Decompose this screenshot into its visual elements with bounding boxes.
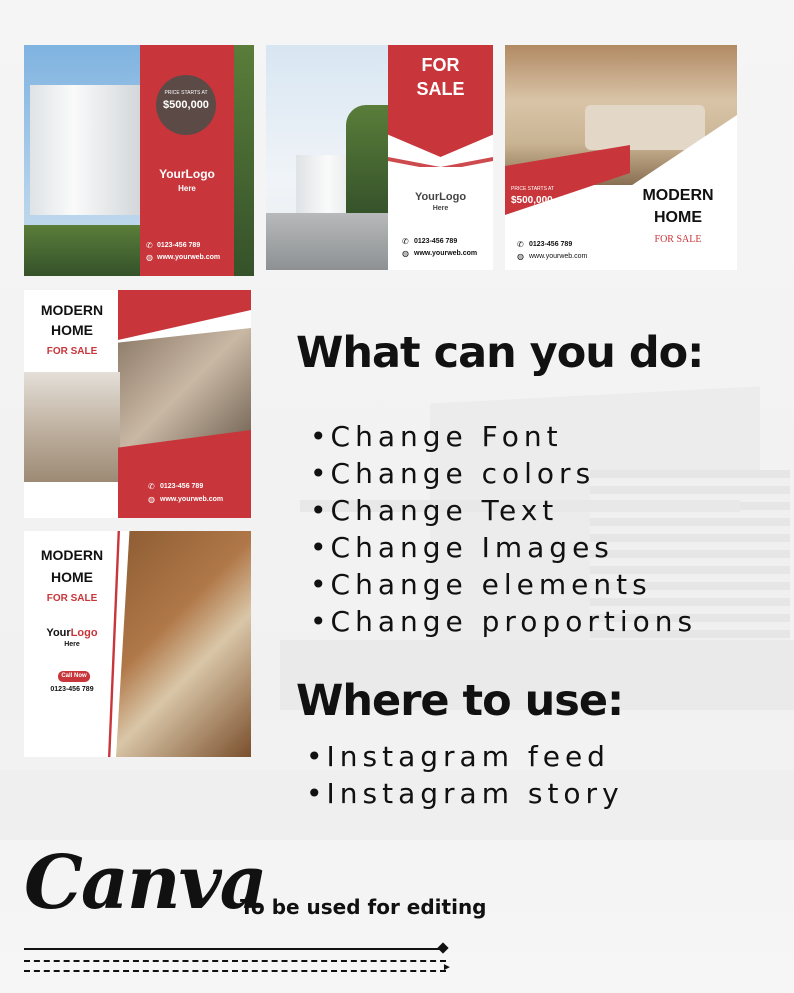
list-item: • Change elements — [310, 566, 697, 603]
call-now-button: Call Now — [58, 671, 90, 682]
title-line-1: MODERN — [40, 302, 104, 318]
website: www.yourweb.com — [414, 250, 478, 257]
list-item: • Instagram story — [306, 775, 624, 812]
where-to-use-heading: Where to use: — [296, 676, 624, 726]
price-label: PRICE STARTS AT — [511, 186, 555, 192]
website: www.yourweb.com — [157, 254, 221, 261]
use-list — [306, 738, 624, 812]
canva-logo: Canva — [24, 840, 266, 926]
banner-title-1: FOR — [421, 55, 460, 75]
globe-icon: ◍ — [517, 252, 524, 261]
title-line-1: MODERN — [642, 187, 714, 204]
price-label: PRICE STARTS AT — [164, 90, 208, 96]
list-item: • Change proportions — [310, 603, 697, 640]
globe-icon: ◍ — [148, 495, 155, 504]
title-line-1: MODERN — [40, 547, 104, 563]
phone-icon: ✆ — [148, 482, 155, 491]
what-can-you-do-heading: What can you do: — [296, 328, 704, 378]
divider-line — [24, 948, 442, 950]
template-card-1 — [24, 45, 254, 276]
template-card-2 — [266, 45, 493, 270]
logo-text: YourLogo — [46, 627, 98, 639]
template-card-5 — [24, 531, 251, 757]
website: www.yourweb.com — [160, 496, 224, 503]
logo-sub: Here — [64, 641, 80, 648]
template-card-3 — [505, 45, 737, 270]
dashed-divider — [24, 960, 446, 962]
phone-icon: ✆ — [402, 237, 409, 246]
title-line-2: HOME — [654, 209, 702, 226]
logo-text: YourLogo — [159, 167, 215, 181]
phone-number: 0123-456 789 — [50, 686, 94, 693]
arrow-icon: ► — [442, 962, 452, 973]
logo-sub: Here — [432, 205, 449, 212]
list-item: • Change Text — [310, 492, 697, 529]
list-item: • Change colors — [310, 455, 697, 492]
subtitle: FOR SALE — [46, 346, 98, 357]
list-item: • Change Font — [310, 418, 697, 455]
title-line-2: HOME — [51, 569, 93, 585]
website: www.yourweb.com — [529, 253, 588, 260]
banner-title-2: SALE — [416, 79, 465, 99]
list-item: • Instagram feed — [306, 738, 624, 775]
globe-icon: ◍ — [146, 253, 153, 262]
template-card-4 — [24, 290, 251, 518]
phone-number: 0123-456 789 — [414, 238, 458, 245]
price-value: $500,000 — [511, 195, 553, 206]
subtitle: FOR SALE — [46, 593, 98, 604]
canva-note: To be used for editing — [240, 895, 487, 919]
dashed-divider — [24, 970, 446, 972]
phone-number: 0123-456 789 — [160, 483, 204, 490]
feature-list — [310, 418, 697, 640]
globe-icon: ◍ — [402, 249, 409, 258]
phone-number: 0123-456 789 — [157, 242, 201, 249]
logo-sub: Here — [178, 184, 196, 193]
subtitle: FOR SALE — [654, 234, 702, 245]
phone-number: 0123-456 789 — [529, 241, 573, 248]
title-line-2: HOME — [51, 322, 93, 338]
phone-icon: ✆ — [517, 240, 524, 249]
price-value: $500,000 — [163, 99, 209, 111]
phone-icon: ✆ — [146, 241, 153, 250]
list-item: • Change Images — [310, 529, 697, 566]
logo-text: YourLogo — [414, 191, 467, 203]
